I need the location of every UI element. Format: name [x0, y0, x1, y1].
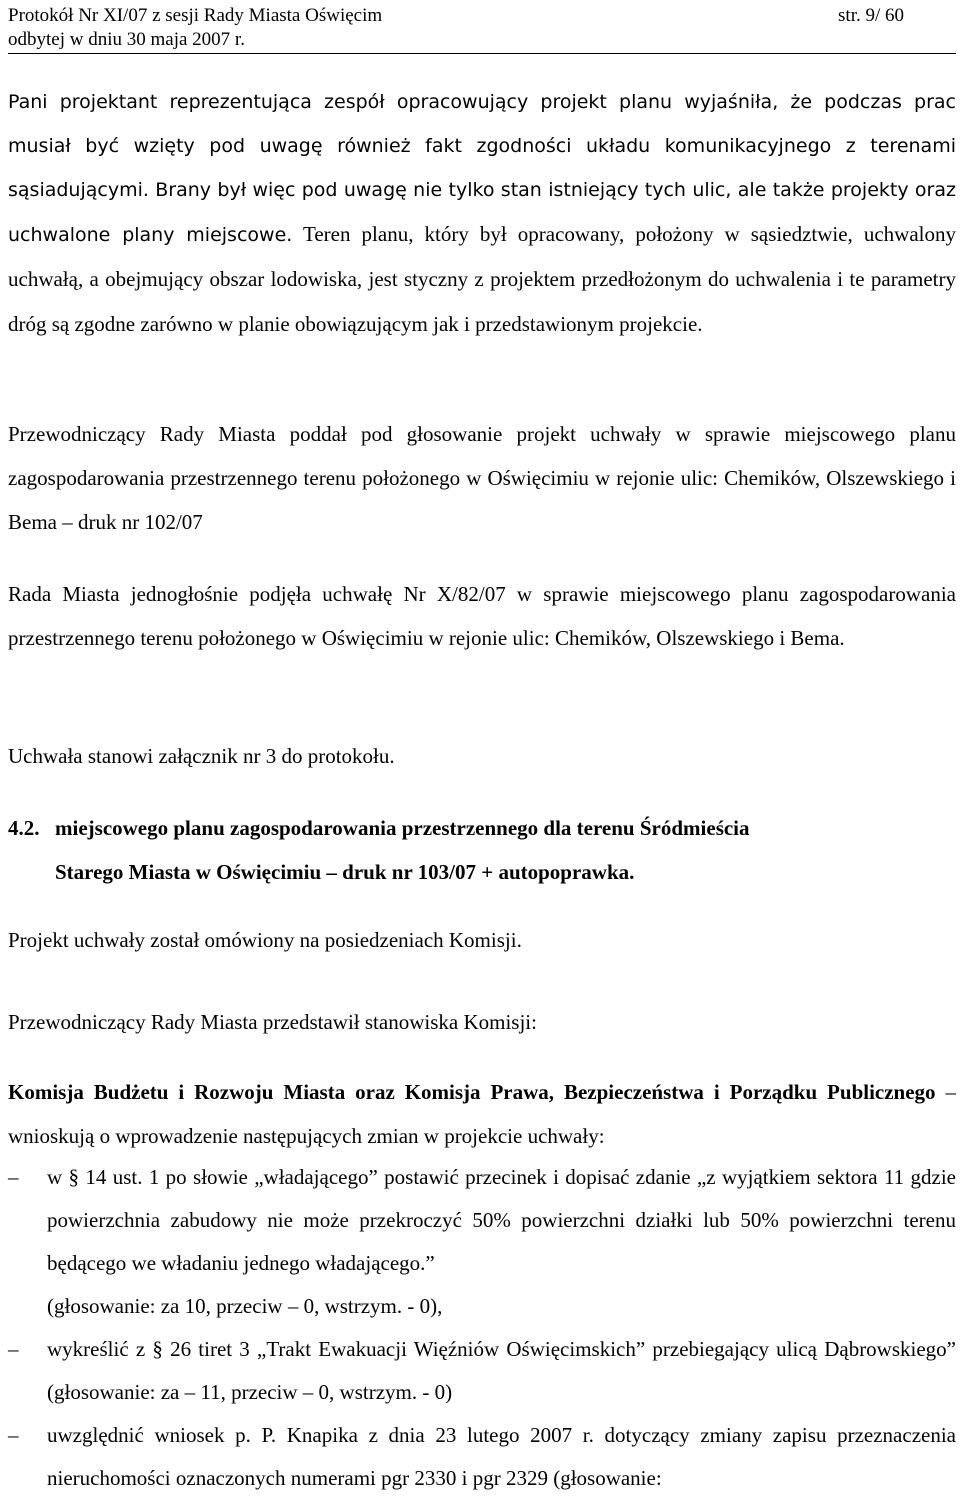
section-title-line1: miejscowego planu zagospodarowania przestrzennego dla terenu Śródmieścia	[55, 816, 750, 840]
section-title-line2: Starego Miasta w Oświęcimiu – druk nr 103/07 + autopoprawka.	[55, 860, 635, 884]
paragraph-discussed: Projekt uchwały został omówiony na posiedzeniach Komisji.	[8, 928, 522, 952]
list-dash: –	[8, 1337, 19, 1361]
header-title	[8, 4, 382, 52]
header-title-line2: odbytej w dniu 30 maja 2007 r.	[8, 29, 245, 50]
list-item	[8, 1414, 956, 1500]
paragraph-commissions	[8, 1070, 956, 1158]
paragraph-vote-request: Przewodniczący Rady Miasta poddał pod głosowanie projekt uchwały w sprawie miejscowego planu zagospodarowania przestrzennego terenu położonego w Oświęcimiu w rejonie ulic: Chemików, Olszewskiego i Bema – druk nr 102/07	[8, 422, 956, 534]
paragraph-projektant-part2: Teren planu, który był opracowany, położony w sąsiedztwie, uchwalony uchwałą, a obejmujący obszar lodowiska, jest styczny z projektem przedłożonym do uchwalenia i te parametry dróg są zgodne zarówno w planie obowiązującym jak i przedstawionym projekcie.	[8, 222, 956, 336]
commissions-request: – wnioskują o wprowadzenie następujących zmian w projekcie uchwały:	[8, 1080, 956, 1148]
paragraph-positions: Przewodniczący Rady Miasta przedstawił stanowiska Komisji:	[8, 1010, 537, 1034]
section-number: 4.2.	[8, 816, 40, 840]
paragraph-projektant-part1: Pani projektant reprezentująca zespół opracowujący projekt planu wyjaśniła, że podczas prac musiał być wzięty pod uwagę również fakt zgodności układu komunikacyjnego z terenami sąsiadującymi. Brany był więc pod uwagę nie tylko stan istniejący tych ulic, ale także projekty oraz uchwalone plany miejscowe.	[8, 91, 956, 246]
list-item	[8, 1156, 956, 1328]
paragraph-attachment: Uchwała stanowi załącznik nr 3 do protokołu.	[8, 744, 395, 768]
list-item-text: wykreślić z § 26 tiret 3 „Trakt Ewakuacji Więźniów Oświęcimskich” przebiegający ulicą Dąbrowskiego” (głosowanie: za – 11, przeciw – 0, wstrzym. - 0)	[47, 1337, 956, 1404]
header-title-line1: Protokół Nr XI/07 z sesji Rady Miasta Oświęcim	[8, 5, 383, 26]
list-item-text: w § 14 ust. 1 po słowie „władającego” postawić przecinek i dopisać zdanie „z wyjątkiem sektora 11 gdzie powierzchnia zabudowy nie może przekroczyć 50% powierzchni działki lub 50% powierzchni terenu będącego we władaniu jednego władającego.”	[47, 1165, 956, 1275]
amendments-list	[8, 1156, 956, 1500]
page-number: str. 9/ 60	[838, 5, 904, 26]
list-item	[8, 1328, 956, 1414]
document-page	[8, 0, 956, 1490]
list-dash: –	[8, 1423, 19, 1447]
section-heading	[8, 806, 956, 894]
paragraph-projektant	[8, 80, 956, 347]
commissions-names: Komisja Budżetu i Rozwoju Miasta oraz Komisja Prawa, Bezpieczeństwa i Porządku Publicznego	[8, 1080, 936, 1104]
list-dash: –	[8, 1165, 19, 1189]
list-item-text: uwzględnić wniosek p. P. Knapika z dnia 23 lutego 2007 r. dotyczący zmiany zapisu przeznaczenia nieruchomości oznaczonych numerami pgr 2330 i pgr 2329 (głosowanie:	[47, 1423, 956, 1490]
list-item-vote: (głosowanie: za 10, przeciw – 0, wstrzym. - 0),	[47, 1294, 443, 1318]
paragraph-resolution: Rada Miasta jednogłośnie podjęła uchwałę Nr X/82/07 w sprawie miejscowego planu zagospodarowania przestrzennego terenu położonego w Oświęcimiu w rejonie ulic: Chemików, Olszewskiego i Bema.	[8, 582, 956, 650]
page-header	[8, 0, 956, 54]
